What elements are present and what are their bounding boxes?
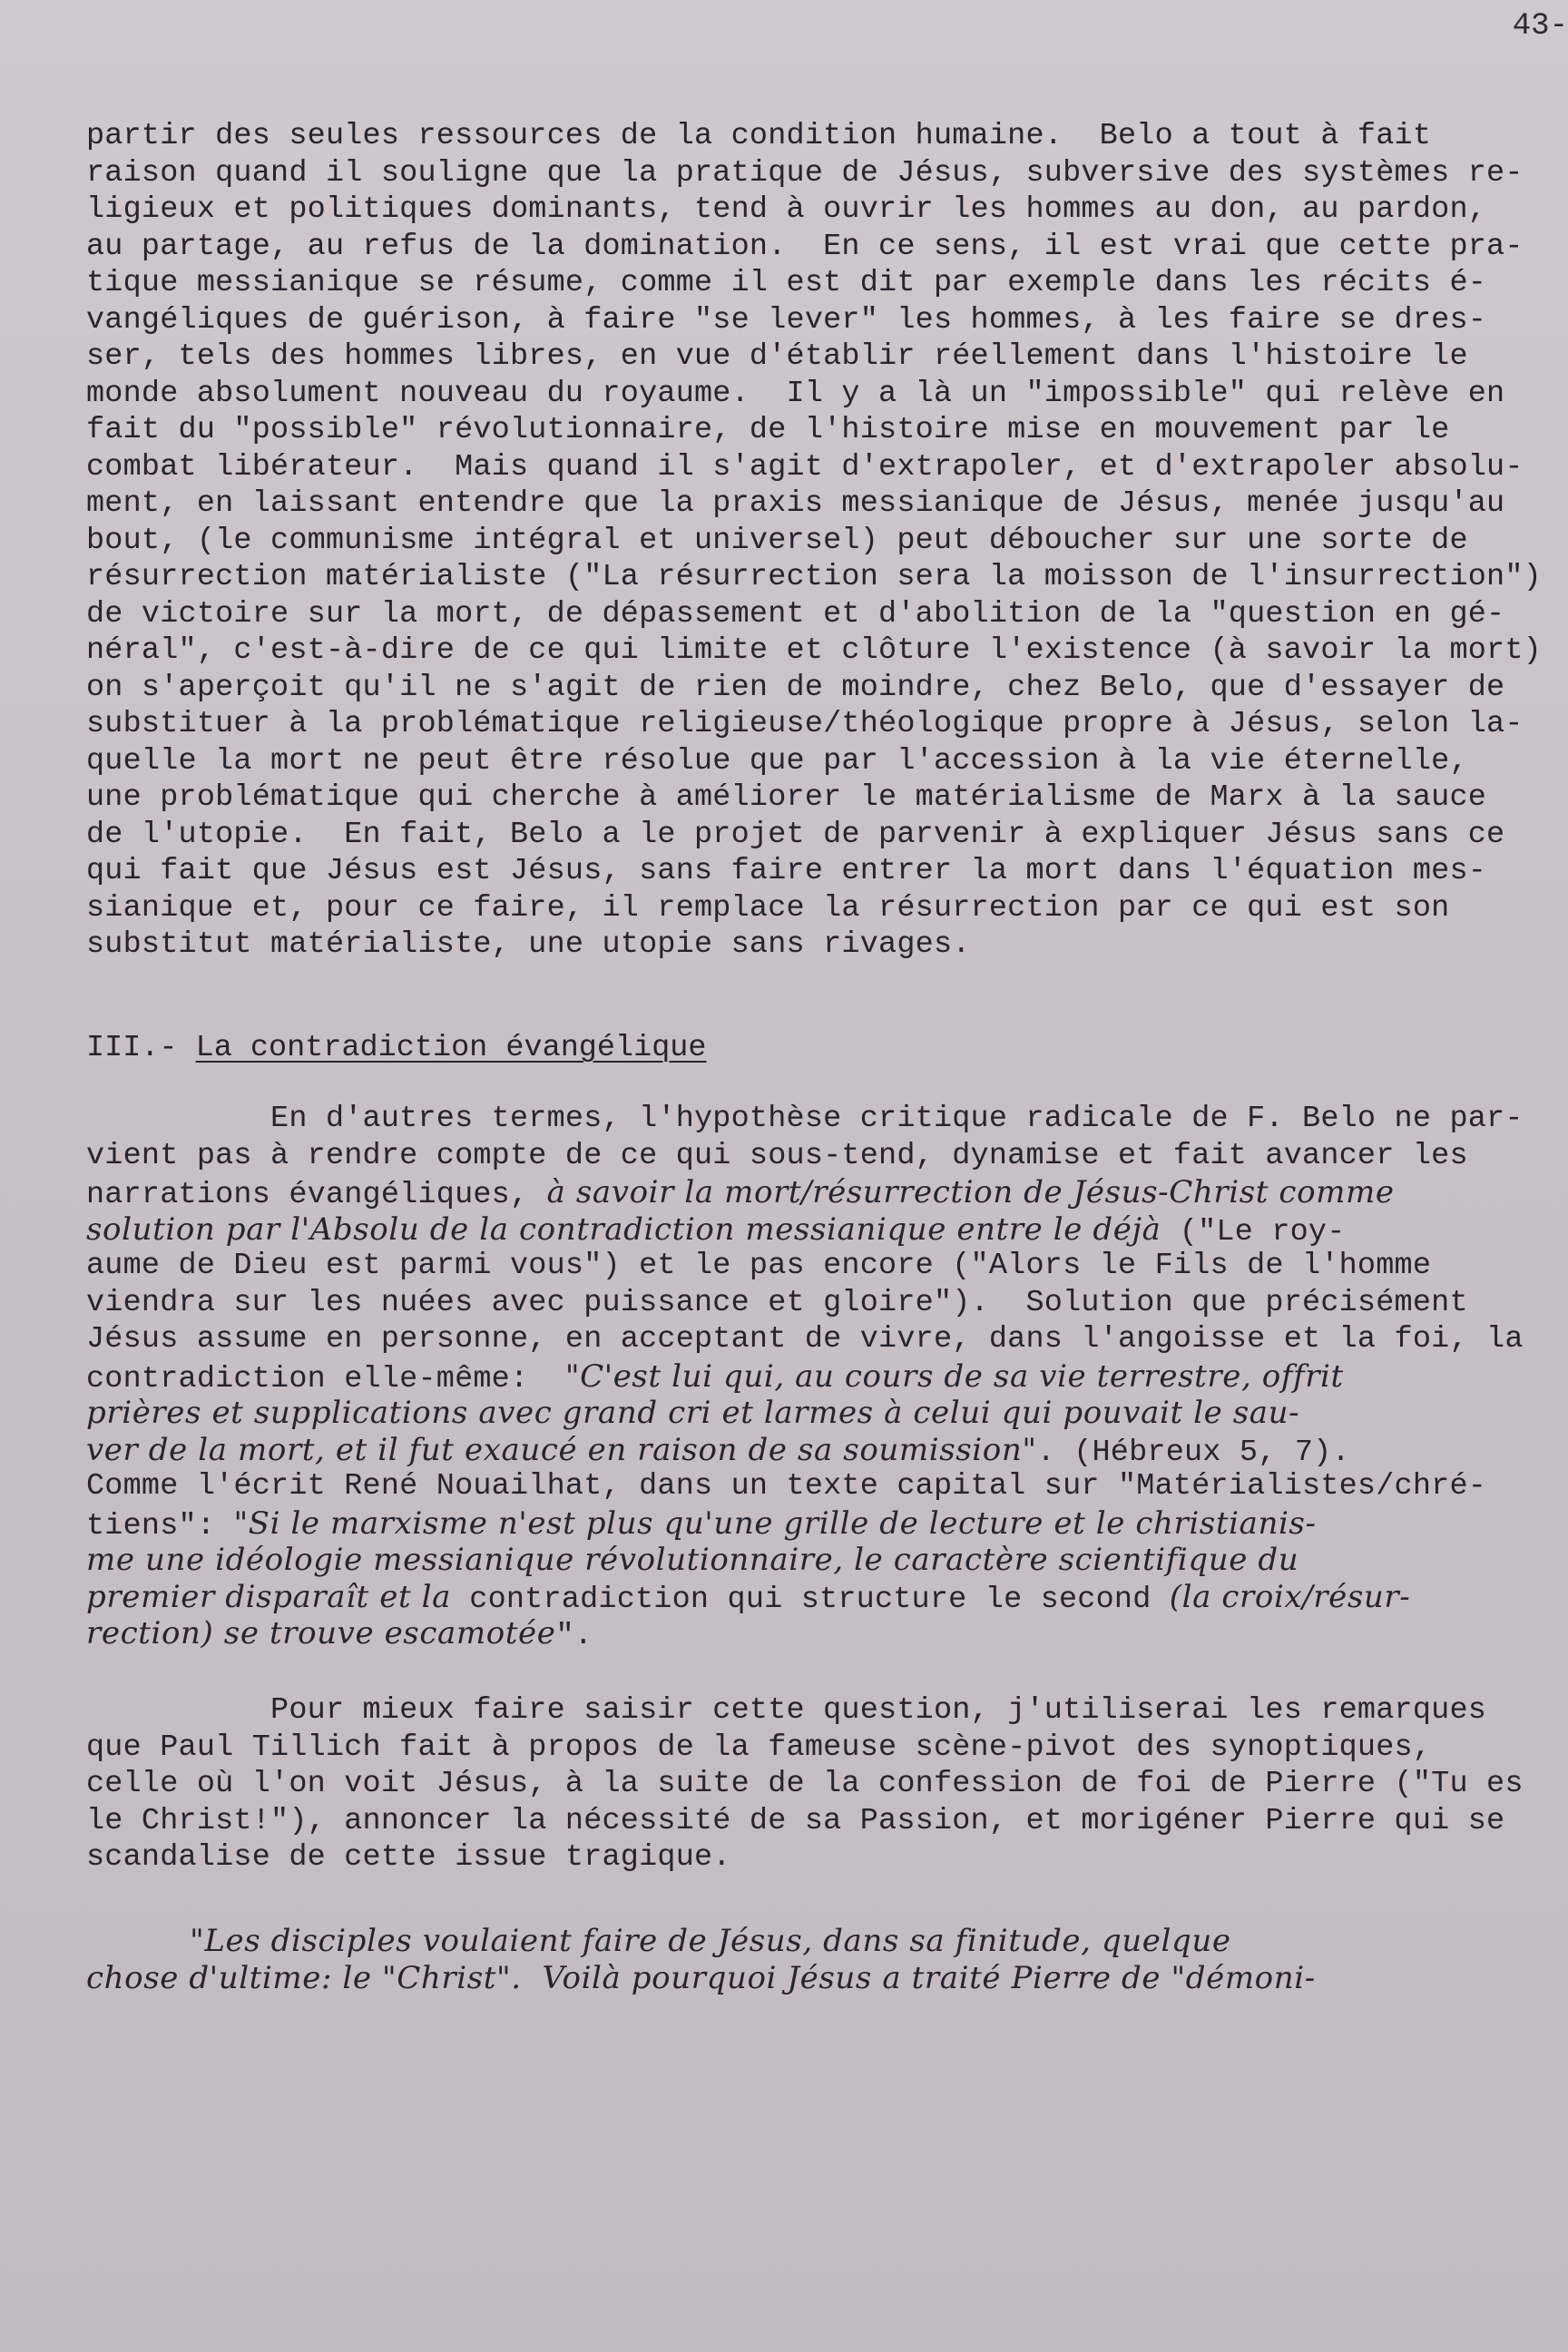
text-line: tique messianique se résume, comme il est dit par exemple dans les récits é-: [86, 266, 1487, 300]
text-line: [86, 1505, 1502, 1543]
text-line: ser, tels des hommes libres, en vue d'établir réellement dans l'histoire le: [86, 339, 1468, 374]
text-line: néral", c'est-à-dire de ce qui limite et clôture l'existence (à savoir la mort): [86, 633, 1542, 668]
page-number: 43-: [1512, 9, 1568, 44]
quote-line: chose d'ultime: le "Christ". Voilà pourquoi Jésus a traité Pierre de "démoni-: [86, 1959, 1316, 1996]
quote-line: "Les disciples voulaient faire de Jésus, dans sa finitude, quelque: [86, 1923, 1231, 1959]
text-run: En d'autres termes, l'hypothèse critique radicale de F. Belo ne par-: [86, 1102, 1524, 1136]
text-line: sianique et, pour ce faire, il remplace la résurrection par ce qui est son: [86, 890, 1450, 926]
text-line: celle où l'on voit Jésus, à la suite de la confession de foi de Pierre ("Tu es: [86, 1767, 1524, 1801]
text-line: combat libérateur. Mais quand il s'agit d'extrapoler, et d'extrapoler absolu-: [86, 449, 1524, 485]
text-line: [86, 1542, 1502, 1579]
text-line: [86, 1211, 1502, 1249]
paragraph-belo-critique: [86, 118, 1542, 964]
italic-text-run: "Si le marxisme n'est plus qu'une grille de lecture et le christianis-: [233, 1504, 1317, 1542]
section-title: La contradiction évangélique: [195, 1031, 707, 1065]
text-run: Jésus assume en personne, en acceptant de vivre, dans l'angoisse et la foi, la: [86, 1322, 1524, 1357]
text-line: on s'aperçoit qu'il ne s'agit de rien de moindre, chez Belo, que d'essayer de: [86, 670, 1505, 705]
text-run: ("Le roy-: [1161, 1214, 1346, 1250]
text-line: [86, 1138, 1502, 1175]
text-line: bout, (le communisme intégral et universel) peut déboucher sur une sorte de: [86, 523, 1468, 558]
text-line: [86, 1468, 1502, 1505]
text-run: narrations évangéliques,: [86, 1178, 547, 1212]
italic-text-run: à savoir la mort/résurrection de Jésus-Christ comme: [546, 1174, 1395, 1210]
text-line: substituer à la problématique religieuse/théologique propre à Jésus, selon la-: [86, 707, 1524, 741]
text-line: de victoire sur la mort, de dépassement et d'abolition de la "question en gé-: [86, 596, 1505, 632]
text-line: vangéliques de guérison, à faire "se lever" les hommes, à les faire se dres-: [86, 302, 1487, 338]
text-line: [86, 1321, 1524, 1358]
text-line: au partage, au refus de la domination. En ce sens, il est vrai que cette pra-: [86, 229, 1524, 264]
text-run: . (Hébreux 5, 7).: [1036, 1435, 1350, 1470]
text-line: [86, 1358, 1502, 1396]
italic-text-run: prières et supplications avec grand cri et larmes à celui qui pouvait le sau-: [86, 1395, 1300, 1431]
text-line: ment, en laissant entendre que la praxis messianique de Jésus, menée jusqu'au: [86, 486, 1505, 521]
text-line: raison quand il souligne que la pratique de Jésus, subversive des systèmes re-: [86, 155, 1524, 191]
text-run: viendra sur les nuées avec puissance et gloire"). Solution que précisément: [86, 1285, 1468, 1320]
text-line: [86, 1174, 1502, 1211]
italic-text-run: ver de la mort, et il fut exaucé en raison de sa soumission": [86, 1431, 1037, 1468]
text-line: [86, 1285, 1502, 1322]
text-line: de l'utopie. En fait, Belo a le projet de parvenir à expliquer Jésus sans ce: [86, 817, 1505, 852]
text-line: Pour mieux faire saisir cette question, j'utiliserai les remarques: [86, 1693, 1487, 1728]
text-line: scandalise de cette issue tragique.: [86, 1840, 731, 1875]
paragraph-tillich-quote: [86, 1923, 1502, 1996]
italic-text-run: me une idéologie messianique révolutionnaire, le caractère scientifique du: [86, 1542, 1299, 1578]
text-line: substitut matérialiste, une utopie sans rivages.: [86, 927, 971, 962]
text-run: ".: [555, 1619, 593, 1653]
text-run: Comme l'écrit René Nouailhat, dans un texte capital sur "Matérialistes/chré-: [86, 1469, 1487, 1504]
italic-text-run: rection) se trouve escamotée: [86, 1615, 556, 1651]
italic-text-run: "C'est lui qui, au cours de sa vie terrestre, offrit: [564, 1357, 1344, 1395]
text-line: fait du "possible" révolutionnaire, de l'histoire mise en mouvement par le: [86, 413, 1450, 447]
text-line: partir des seules ressources de la condition humaine. Belo a tout à fait: [86, 119, 1432, 153]
text-line: [86, 1248, 1502, 1285]
text-line: [86, 1101, 1524, 1138]
text-line: monde absolument nouveau du royaume. Il y a là un "impossible" qui relève en: [86, 376, 1505, 411]
text-run: aume de Dieu est parmi vous") et le pas encore ("Alors le Fils de l'homme: [86, 1249, 1432, 1283]
paragraph-tillich-remarks: [86, 1692, 1524, 1877]
section-heading: [86, 1031, 707, 1065]
text-run: tiens":: [86, 1508, 234, 1544]
text-line: qui fait que Jésus est Jésus, sans faire entrer la mort dans l'équation mes-: [86, 854, 1487, 888]
italic-text-run: solution par l'Absolu de la contradiction messianique entre le déjà: [86, 1210, 1161, 1248]
text-line: [86, 1615, 1502, 1652]
italic-text-run: premier disparaît et la: [86, 1578, 451, 1615]
text-line: ligieux et politiques dominants, tend à ouvrir les hommes au don, au pardon,: [86, 192, 1487, 227]
text-line: que Paul Tillich fait à propos de la fameuse scène-pivot des synoptiques,: [86, 1730, 1432, 1765]
italic-text-run: (la croix/résur-: [1169, 1578, 1411, 1615]
text-line: le Christ!"), annoncer la nécessité de sa Passion, et morigéner Pierre qui se: [86, 1803, 1505, 1838]
text-line: [86, 1579, 1502, 1616]
paragraph-evangelical-contradiction: [86, 1101, 1524, 1653]
text-run: contradiction qui structure le second: [450, 1582, 1170, 1617]
text-line: résurrection matérialiste ("La résurrection sera la moisson de l'insurrection"): [86, 560, 1542, 594]
text-line: [86, 1395, 1502, 1432]
text-line: quelle la mort ne peut être résolue que par l'accession à la vie éternelle,: [86, 743, 1468, 779]
text-run: vient pas à rendre compte de ce qui sous-tend, dynamise et fait avancer les: [86, 1138, 1468, 1173]
text-line: une problématique qui cherche à améliorer le matérialisme de Marx à la sauce: [86, 780, 1487, 815]
section-number: III.-: [86, 1031, 196, 1065]
text-line: [86, 1432, 1502, 1469]
text-run: contradiction elle-même:: [86, 1361, 565, 1396]
